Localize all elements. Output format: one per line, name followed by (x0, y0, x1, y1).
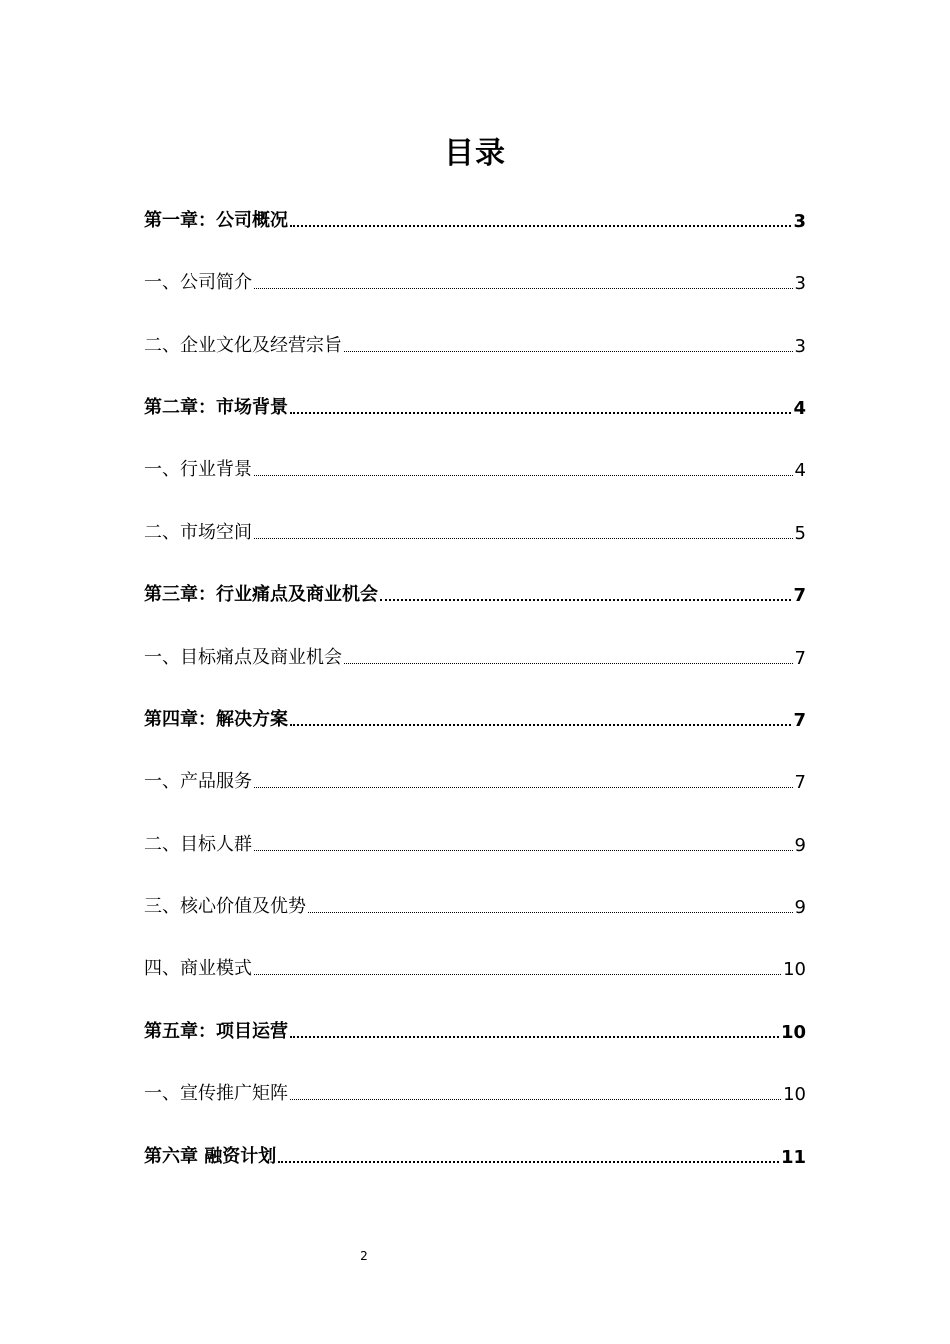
toc-entry-section[interactable] (144, 329, 806, 357)
toc-entry-section[interactable] (144, 890, 806, 918)
dot-leader (254, 787, 793, 788)
toc-entry-page: 4 (794, 460, 806, 481)
toc-entry-label: 三、核心价值及优势 (144, 896, 306, 917)
table-of-contents (144, 0, 806, 1344)
page-number: 2 (360, 1249, 368, 1263)
dot-leader (290, 225, 791, 227)
toc-entry-page: 7 (793, 585, 806, 606)
toc-entry-page: 3 (793, 211, 806, 232)
toc-entry-chapter-6[interactable] (144, 1140, 806, 1168)
toc-entry-page: 7 (794, 648, 806, 669)
dot-leader (290, 1099, 781, 1100)
toc-entry-page: 9 (794, 897, 806, 918)
dot-leader (344, 663, 793, 664)
dot-leader (308, 912, 793, 913)
dot-leader (344, 351, 793, 352)
toc-entry-label: 第二章：市场背景 (144, 397, 288, 418)
toc-entry-label: 第三章：行业痛点及商业机会 (144, 584, 378, 605)
toc-entry-label: 一、产品服务 (144, 771, 252, 792)
toc-entry-section[interactable] (144, 765, 806, 793)
toc-entry-page: 7 (794, 772, 806, 793)
toc-entry-label: 第一章：公司概况 (144, 210, 288, 231)
toc-entry-label: 第五章：项目运营 (144, 1021, 288, 1042)
dot-leader (380, 599, 791, 601)
toc-entry-chapter-4[interactable] (144, 703, 806, 731)
toc-entry-label: 二、市场空间 (144, 522, 252, 543)
toc-entry-label: 一、宣传推广矩阵 (144, 1083, 288, 1104)
toc-entry-section[interactable] (144, 641, 806, 669)
dot-leader (254, 538, 793, 539)
toc-entry-label: 一、公司简介 (144, 272, 252, 293)
dot-leader (290, 1036, 779, 1038)
dot-leader (254, 475, 793, 476)
toc-entry-page: 3 (794, 273, 806, 294)
dot-leader (254, 974, 781, 975)
toc-entry-page: 3 (794, 336, 806, 357)
toc-entry-page: 5 (794, 523, 806, 544)
dot-leader (290, 724, 791, 726)
toc-entry-label: 四、商业模式 (144, 958, 252, 979)
toc-entry-chapter-5[interactable] (144, 1015, 806, 1043)
toc-entry-label: 一、目标痛点及商业机会 (144, 647, 342, 668)
toc-entry-section[interactable] (144, 453, 806, 481)
toc-entry-chapter-1[interactable] (144, 204, 806, 232)
page-title: 目录 (444, 136, 506, 171)
toc-entry-page: 10 (783, 959, 806, 980)
toc-entry-chapter-2[interactable] (144, 391, 806, 419)
toc-entry-page: 4 (793, 398, 806, 419)
toc-entry-label: 二、目标人群 (144, 834, 252, 855)
dot-leader (254, 288, 793, 289)
toc-entry-page: 9 (794, 835, 806, 856)
toc-entry-section[interactable] (144, 828, 806, 856)
toc-entry-chapter-3[interactable] (144, 578, 806, 606)
dot-leader (254, 850, 793, 851)
toc-entry-section[interactable] (144, 266, 806, 294)
toc-entry-label: 第四章：解决方案 (144, 709, 288, 730)
toc-entry-label: 一、行业背景 (144, 459, 252, 480)
dot-leader (290, 412, 791, 414)
toc-entry-section[interactable] (144, 516, 806, 544)
toc-entry-section[interactable] (144, 952, 806, 980)
toc-entry-label: 第六章 融资计划 (144, 1146, 277, 1167)
toc-entry-section[interactable] (144, 1077, 806, 1105)
toc-entry-page: 10 (783, 1084, 806, 1105)
toc-entry-label: 二、企业文化及经营宗旨 (144, 335, 342, 356)
toc-entry-page: 11 (780, 1147, 806, 1168)
toc-entry-page: 10 (780, 1022, 806, 1043)
toc-entry-page: 7 (793, 710, 806, 731)
dot-leader (278, 1161, 779, 1163)
